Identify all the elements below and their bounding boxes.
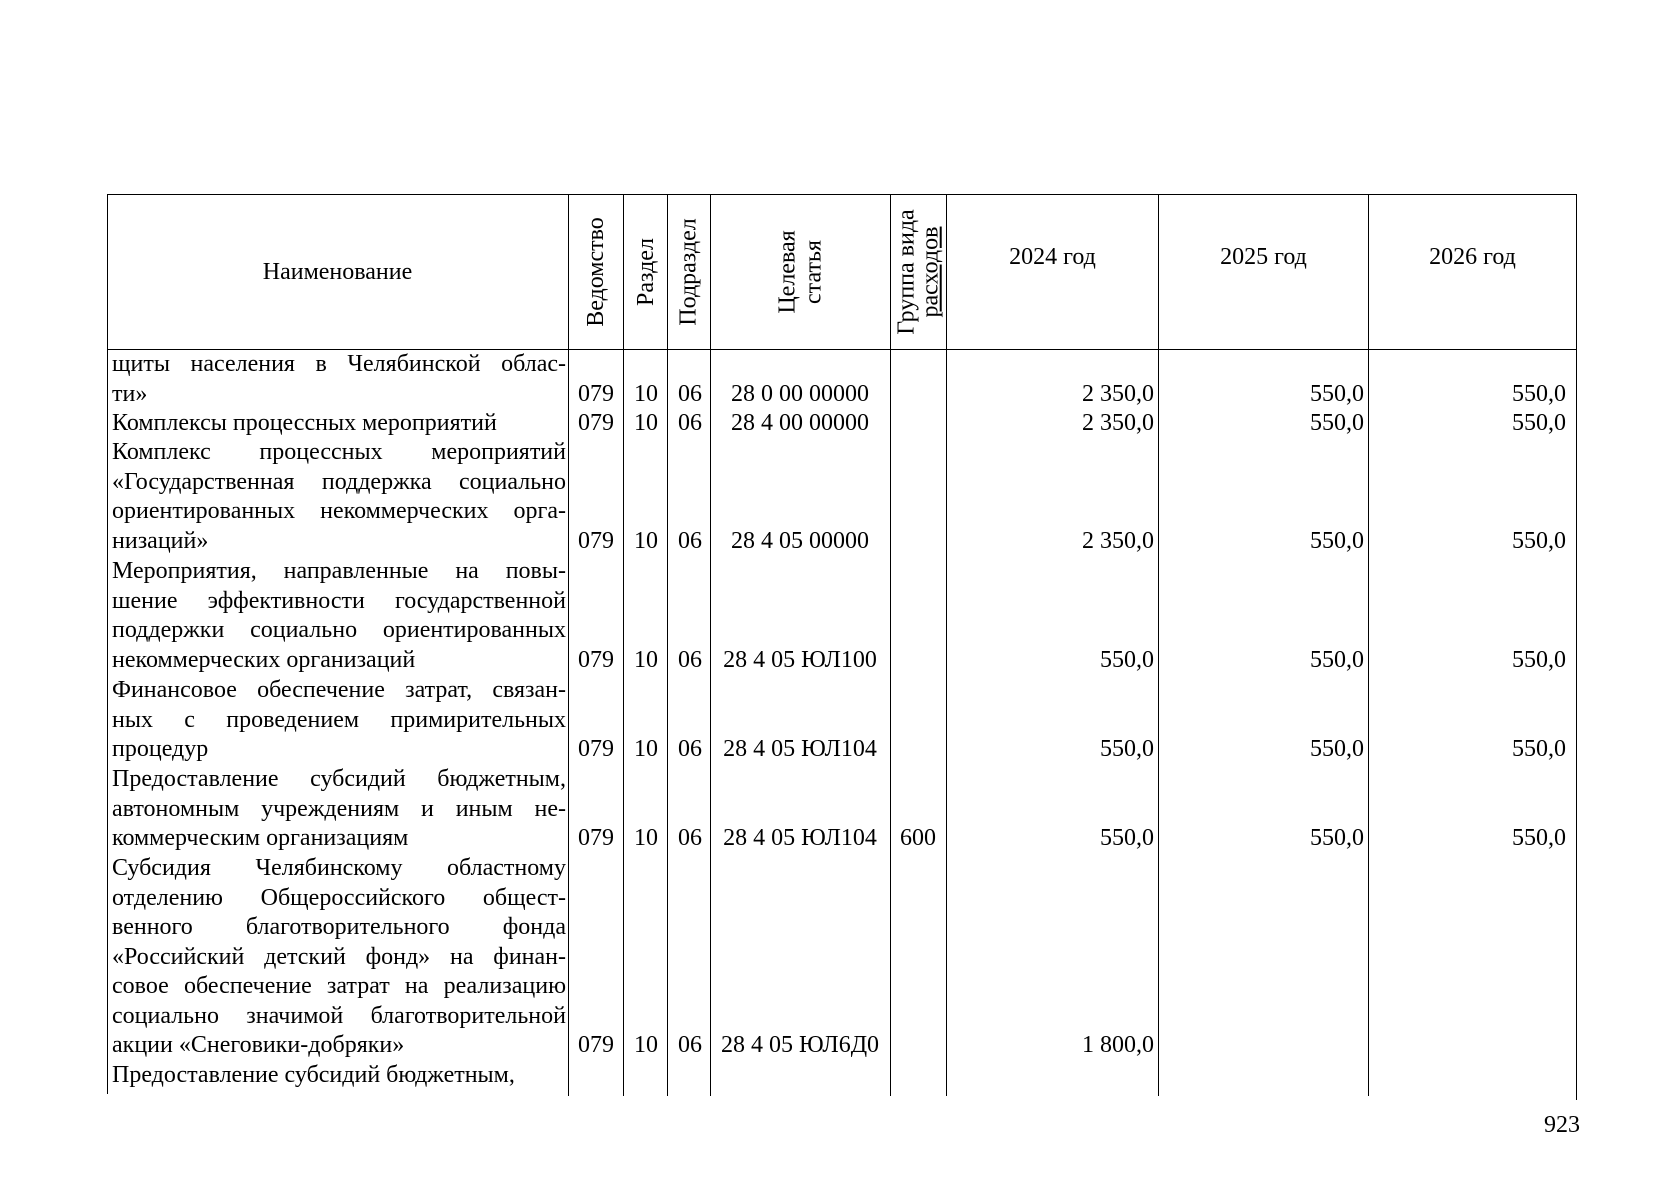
header-name: [109, 196, 566, 348]
row-name: [112, 676, 566, 765]
col-border: [568, 194, 569, 1096]
cell-razdel: 10: [634, 1032, 658, 1058]
cell-2025: 550,0: [1310, 736, 1364, 762]
cell-2024: 550,0: [1100, 736, 1154, 762]
cell-2026: 550,0: [1512, 736, 1566, 762]
col-border: [1368, 194, 1369, 1096]
col-border: [1576, 194, 1577, 1100]
cell-vedomstvo: 079: [578, 736, 614, 762]
page-number: 923: [1544, 1112, 1580, 1138]
table-top-border: [107, 194, 1577, 195]
cell-2026: 550,0: [1512, 527, 1566, 554]
row-name-line: Предоставление субсидий бюджетным,: [112, 766, 566, 792]
row-name-line: Комплекс процессных мероприятий: [112, 439, 566, 465]
header-name-text: Наименование: [262, 258, 413, 285]
cell-razdel: 10: [634, 410, 658, 436]
header-vedomstvo-text: Ведомство: [583, 217, 609, 327]
row-name-line: «Российский детский фонд» на финан-: [112, 943, 566, 970]
cell-vedomstvo: 079: [578, 825, 614, 851]
cell-vedomstvo: 079: [578, 1032, 614, 1058]
cell-vedomstvo: 079: [578, 646, 614, 673]
cell-podrazdel: 06: [678, 527, 702, 554]
row-name-line: коммерческим организациям: [112, 825, 409, 851]
col-border: [1158, 194, 1159, 1096]
header-gruppa-line1: Группа вида: [893, 209, 920, 335]
cell-vedomstvo: 079: [578, 527, 614, 554]
cell-2026: 550,0: [1512, 380, 1566, 407]
col-border: [107, 194, 108, 1094]
row-name: [112, 409, 566, 439]
header-celevaya-text: [774, 230, 826, 313]
cell-celevaya-statya: 28 4 05 ЮЛ104: [723, 736, 877, 762]
cell-razdel: 10: [634, 646, 658, 673]
cell-celevaya-statya: 28 0 00 00000: [731, 380, 869, 407]
cell-vedomstvo: 079: [578, 410, 614, 436]
col-border: [667, 194, 668, 1096]
cell-podrazdel: 06: [678, 410, 702, 436]
cell-2024: 550,0: [1100, 646, 1154, 673]
cell-2026: 550,0: [1512, 646, 1566, 673]
cell-podrazdel: 06: [678, 380, 702, 407]
header-gruppa-text: [895, 209, 943, 334]
cell-podrazdel: 06: [678, 825, 702, 851]
row-name: [112, 854, 566, 1061]
header-2026: [1370, 196, 1575, 348]
row-name-line: некоммерческих организаций: [112, 646, 416, 673]
row-name-line: щиты населения в Челябинской облас-: [112, 351, 566, 377]
header-2024: [948, 196, 1157, 348]
row-name-line: «Государственная поддержка социально: [112, 468, 566, 495]
cell-2024: 1 800,0: [1082, 1032, 1154, 1058]
col-border: [946, 194, 947, 1096]
row-name-line: низаций»: [112, 527, 209, 554]
header-razdel: [625, 196, 666, 348]
cell-podrazdel: 06: [678, 736, 702, 762]
cell-2026: 550,0: [1512, 825, 1566, 851]
header-celevaya-line1: Целевая: [774, 230, 801, 314]
row-name-line: шение эффективности государственной: [112, 587, 566, 614]
header-gruppa: [892, 196, 945, 348]
col-border: [710, 194, 711, 1096]
row-name-line: ных с проведением примирительных: [112, 706, 566, 733]
header-2025: [1160, 196, 1367, 348]
cell-razdel: 10: [634, 527, 658, 554]
cell-razdel: 10: [634, 736, 658, 762]
row-name-line: ти»: [112, 380, 148, 407]
cell-vedomstvo: 079: [578, 380, 614, 407]
header-celevaya-line2: статья: [800, 240, 827, 304]
cell-2025: 550,0: [1310, 646, 1364, 673]
header-podrazdel-text: Подраздел: [676, 218, 703, 326]
row-name-line: Предоставление субсидий бюджетным,: [112, 1062, 515, 1088]
col-border: [890, 194, 891, 1096]
header-podrazdel: [669, 196, 709, 348]
row-name-line: отделению Общероссийского общест-: [112, 884, 566, 911]
row-name-line: процедур: [112, 736, 209, 762]
cell-celevaya-statya: 28 4 05 ЮЛ100: [723, 646, 877, 673]
row-name-line: Субсидия Челябинскому областному: [112, 855, 566, 881]
row-name-line: ориентированных некоммерческих орга-: [112, 498, 566, 524]
row-name-line: Финансовое обеспечение затрат, связан-: [112, 677, 566, 703]
cell-celevaya-statya: 28 4 00 00000: [731, 410, 869, 436]
cell-gruppa: 600: [900, 825, 936, 851]
header-razdel-text: Раздел: [632, 238, 659, 306]
header-vedomstvo: [570, 196, 622, 348]
cell-2025: 550,0: [1310, 825, 1364, 851]
row-name-line: совое обеспечение затрат на реализацию: [112, 973, 566, 999]
cell-2024: 2 350,0: [1082, 380, 1154, 407]
row-name: [112, 557, 566, 675]
cell-2024: 2 350,0: [1082, 527, 1154, 554]
cell-podrazdel: 06: [678, 1032, 702, 1058]
cell-2026: 550,0: [1512, 410, 1566, 436]
header-2026-text: 2026 год: [1429, 244, 1516, 270]
cell-2024: 550,0: [1100, 825, 1154, 851]
row-name-line: социально значимой благотворительной: [112, 1002, 566, 1029]
cell-2024: 2 350,0: [1082, 410, 1154, 436]
col-border: [623, 194, 624, 1096]
cell-razdel: 10: [634, 825, 658, 851]
row-name: [112, 438, 566, 556]
cell-razdel: 10: [634, 380, 658, 407]
cell-2025: 550,0: [1310, 410, 1364, 436]
cell-celevaya-statya: 28 4 05 ЮЛ6Д0: [720, 1032, 880, 1058]
cell-2025: 550,0: [1310, 380, 1364, 407]
row-name: [112, 1061, 566, 1091]
cell-podrazdel: 06: [678, 646, 702, 673]
row-name-line: автономным учреждениям и иным не-: [112, 795, 566, 822]
row-name: [112, 765, 566, 854]
header-2025-text: 2025 год: [1220, 244, 1307, 270]
row-name-line: акции «Снеговики-добряки»: [112, 1032, 405, 1058]
header-gruppa-line2: расходов: [917, 226, 944, 318]
header-2024-text: 2024 год: [1009, 244, 1096, 270]
row-name-line: поддержки социально ориентированных: [112, 617, 566, 643]
header-celevaya-statya: [712, 196, 889, 348]
row-name: [112, 350, 566, 409]
row-name-line: Мероприятия, направленные на повы-: [112, 558, 566, 584]
cell-celevaya-statya: 28 4 05 ЮЛ104: [723, 825, 877, 851]
cell-celevaya-statya: 28 4 05 00000: [731, 527, 869, 554]
row-name-line: Комплексы процессных мероприятий: [112, 410, 497, 436]
cell-2025: 550,0: [1310, 527, 1364, 554]
row-name-line: венного благотворительного фонда: [112, 914, 566, 940]
